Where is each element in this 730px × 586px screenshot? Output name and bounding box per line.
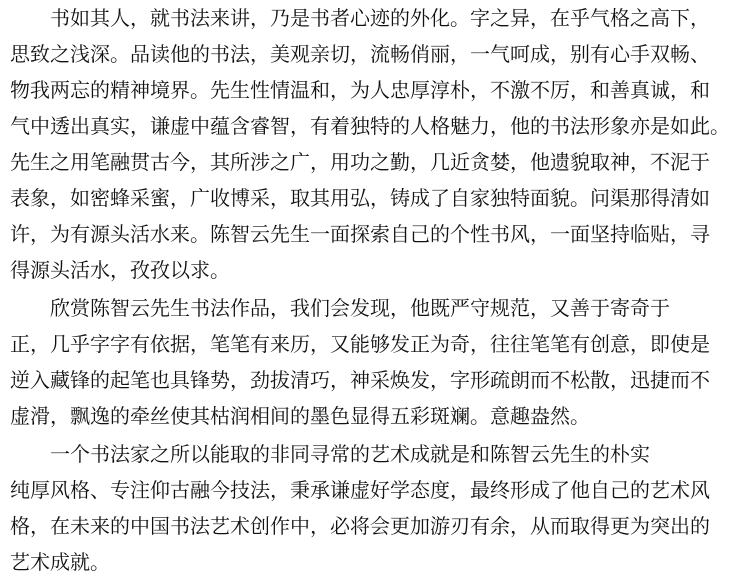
text-line: 书如其人，就书法来讲，乃是书者心迹的外化。字之异，在乎气格之高下， (10, 6, 710, 30)
text-line: 纯厚风格、专注仰古融今技法，秉承谦虚好学态度，最终形成了他自己的艺术风 (10, 478, 710, 502)
text-line: 欣赏陈智云先生书法作品，我们会发现，他既严守规范，又善于寄奇于 (10, 296, 670, 320)
text-line: 格，在未来的中国书法艺术创作中，必将会更加游刃有余，从而取得更为突出的 (10, 514, 710, 538)
text-line: 许，为有源头活水来。陈智云先生一面探索自己的个性书风，一面坚持临贴，寻 (10, 222, 710, 246)
text-line: 先生之用笔融贯古今，其所涉之广，用功之勤，几近贪婪，他遗貌取神，不泥于 (10, 150, 710, 174)
text-line: 艺术成就。 (10, 550, 110, 574)
text-line: 表象，如密蜂采蜜，广收博采，取其用弘，铸成了自家独特面貌。问渠那得清如 (10, 186, 710, 210)
text-line: 物我两忘的精神境界。先生性情温和，为人忠厚淳朴，不激不厉，和善真诚，和 (10, 78, 710, 102)
text-line: 气中透出真实，谦虚中蕴含睿智，有着独特的人格魅力，他的书法形象亦是如此。 (10, 114, 730, 138)
text-line: 思致之浅深。品读他的书法，美观亲切，流畅俏丽，一气呵成，别有心手双畅、 (10, 42, 710, 66)
text-line: 得源头活水，孜孜以求。 (10, 258, 230, 282)
text-line: 逆入藏锋的起笔也具锋势，劲拔清巧，神采焕发，字形疏朗而不松散，迅捷而不 (10, 368, 710, 392)
text-line: 正，几乎字字有依据，笔笔有来历，又能够发正为奇，往往笔笔有创意，即使是 (10, 332, 710, 356)
text-line: 一个书法家之所以能取的非同寻常的艺术成就是和陈智云先生的朴实 (10, 442, 650, 466)
text-line: 虚滑，飘逸的牵丝使其枯润相间的墨色显得五彩斑斓。意趣盎然。 (10, 404, 590, 428)
